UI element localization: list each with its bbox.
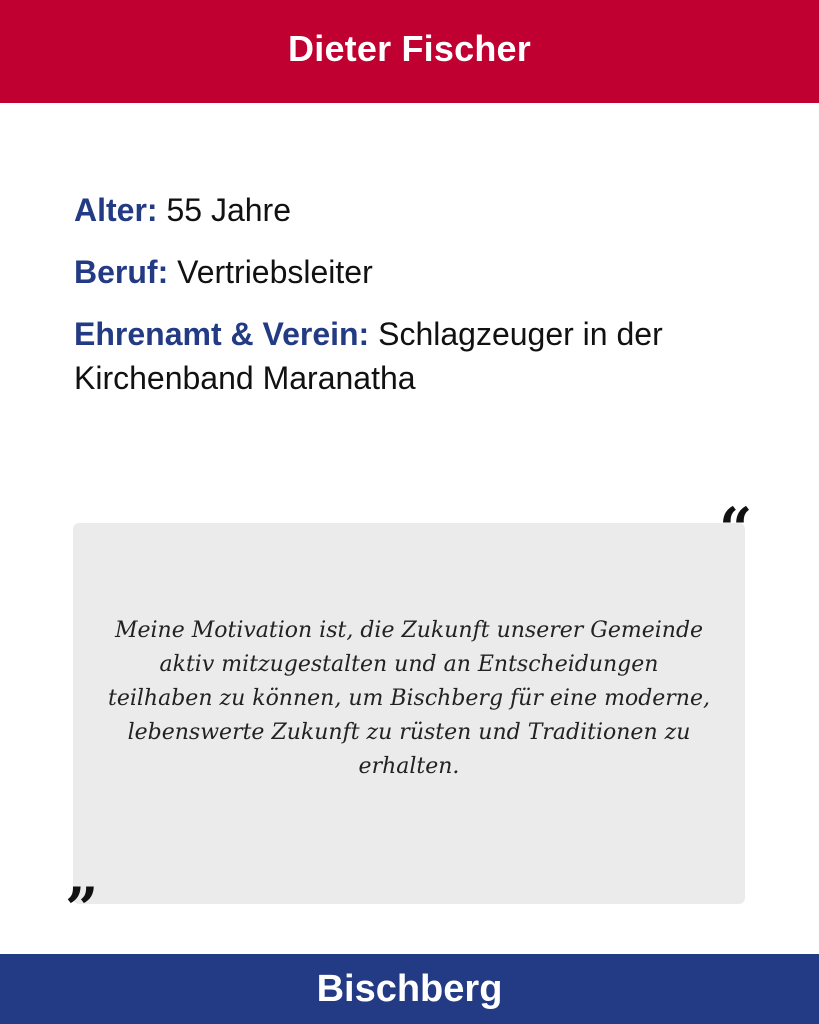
candidate-facts xyxy=(74,188,714,418)
fact-age xyxy=(74,188,714,232)
fact-age-label: Alter: xyxy=(74,192,158,228)
fact-volunteering-value: Schlagzeuger in der Kirchenband Maranatha xyxy=(74,316,663,396)
quote-text: Meine Motivation ist, die Zukunft unserer Gemeinde aktiv mitzugestalten und an Entscheidungen teilhaben zu können, um Bischberg für eine moderne, lebenswerte Zukunft zu rüsten und Traditionen zu erhalten. xyxy=(108,617,710,779)
open-quote-mark: “ xyxy=(719,495,753,563)
fact-profession xyxy=(74,250,714,294)
footer-bar xyxy=(0,954,819,1024)
fact-age-value: 55 Jahre xyxy=(166,192,291,228)
fact-volunteering xyxy=(74,312,714,400)
header-bar xyxy=(0,0,819,103)
place-name: Bischberg xyxy=(316,967,503,1010)
fact-profession-value: Vertriebsleiter xyxy=(177,254,373,290)
fact-profession-label: Beruf: xyxy=(74,254,169,290)
fact-volunteering-label: Ehrenamt & Verein: xyxy=(74,316,370,352)
close-quote-mark: ” xyxy=(65,875,99,943)
candidate-name: Dieter Fischer xyxy=(288,27,531,69)
quote-box xyxy=(73,523,745,904)
